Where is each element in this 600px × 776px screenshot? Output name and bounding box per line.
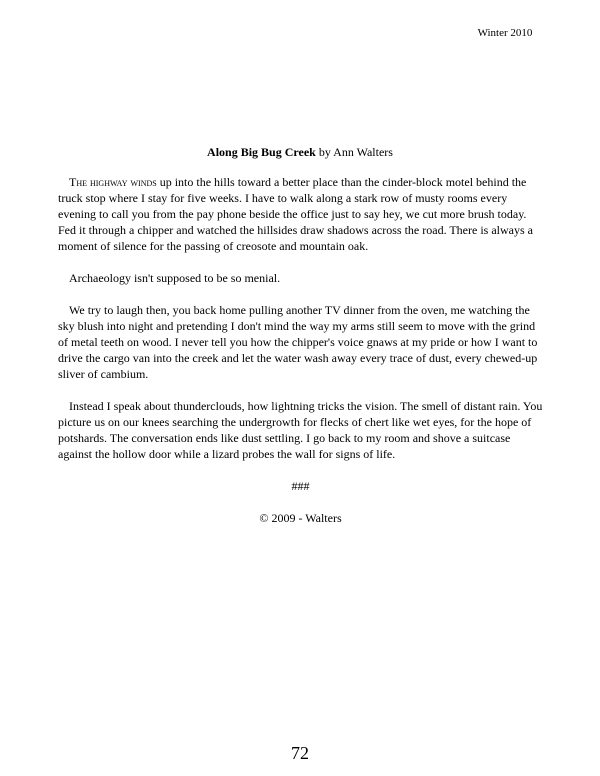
page-number: 72 [291,743,309,763]
end-mark: ### [291,479,310,493]
story-title: Along Big Bug Creek [207,145,316,159]
story-byline: by Ann Walters [315,145,393,159]
header-date: Winter 2010 [477,27,533,39]
paragraph-3: We try to laugh then, you back home pulling another TV dinner from the oven, me watching the sky blush into night and pretending I don't mind the way my arms still seem to move with the grind of metal teeth on wood. I never tell you how the chipper's voice gnaws at my pride or how I want to drive the cargo van into the creek and let the water wash away every trace of dust, every chewed-up sliver of cambium. [58,303,538,381]
paragraph-4: Instead I speak about thunderclouds, how lightning tricks the vision. The smell of distant rain. You picture us on our knees searching the undergrowth for flecks of chert like wet eyes, for the hope of potshards. The conversation ends like dust settling. I go back to my room and shove a suitcase against the hollow door while a lizard probes the wall for signs of life. [58,399,543,461]
story-body [58,174,543,542]
paragraph-1-text: up into the hills toward a better place than the cinder-block motel behind the truck stop where I stay for five weeks. I have to walk along a stark row of musty rooms every evening to call you from the pay phone beside the office just to say hey, we cut more brush today. Fed it through a chipper and watched the hillsides draw shadows across the road. There is always a moment of silence for the passing of creosote and mountain oak. [58,175,533,253]
paragraph-2: Archaeology isn't supposed to be so menial. [69,271,281,285]
story-title-line [0,145,600,160]
opening-smallcaps: The highway winds [69,175,157,189]
copyright-line: © 2009 - Walters [259,511,342,525]
paragraph-1 [58,174,543,254]
